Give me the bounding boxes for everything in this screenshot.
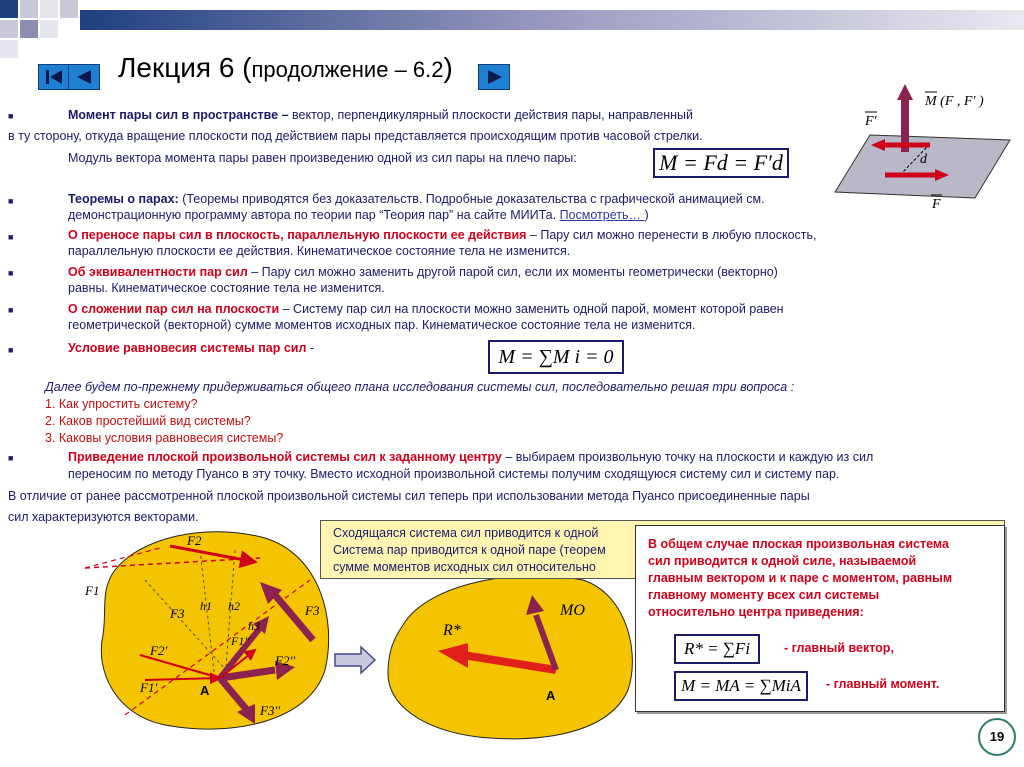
next-slide-button[interactable]	[478, 64, 510, 90]
label-point-a: A	[200, 683, 210, 698]
general-line5: относительно центра приведения:	[648, 605, 864, 619]
moment-label: M (F , F′ )	[925, 94, 984, 109]
label-h2: h2	[228, 599, 240, 613]
paragraph-transfer: О переносе пары сил в плоскость, параллельную плоскости ее действия – Пару сил можно перенести в любую плоскость,	[68, 228, 817, 242]
f-label: F	[932, 197, 941, 212]
paragraph-moment-line3: Модуль вектора момента пары равен произведению одной из сил пары на плечо пары:	[68, 151, 577, 165]
convergent-line2: Система пар приводится к одной паре (теорем	[333, 543, 606, 557]
label-f1: F1	[85, 583, 100, 598]
paragraph-difference: В отличие от ранее рассмотренной плоской произвольной системы сил теперь при использовании метода Пуансо присоединенные пары	[8, 489, 810, 503]
first-slide-icon	[39, 65, 69, 89]
label-h3: h3	[248, 619, 260, 633]
paragraph-moment-line2: в ту сторону, откуда вращение плоскости под действием пары представляется происходящим против часовой стрелки.	[8, 129, 703, 143]
paragraph-reduction: Приведение плоской произвольной системы сил к заданному центру – выбираем произвольную точку на плоскости и каждую из сил	[68, 450, 874, 464]
paragraph-addition: О сложении пар сил на плоскости – Систему пар сил на плоскости можно заменить одной парой, момент которой равен	[68, 302, 784, 316]
left-body-diagram	[85, 520, 345, 745]
bullet: ■	[8, 111, 14, 121]
corner-square	[40, 20, 58, 38]
corner-square	[0, 0, 18, 18]
paragraph-theorems-line2: демонстрационную программу автора по теории пар “Теория пар” на сайте МИИТа. Посмотреть… )	[68, 208, 649, 222]
bullet: ■	[8, 196, 14, 206]
label-main-moment: - главный момент.	[826, 677, 940, 691]
paragraph-equivalence-line2: равны. Кинематическое состояние тела не изменится.	[68, 281, 385, 295]
label-f2: F2	[187, 533, 202, 548]
right-body-diagram	[378, 565, 640, 745]
formula-main-vector: R* = ∑Fi	[674, 634, 760, 664]
bullet: ■	[8, 268, 14, 278]
general-line1: В общем случае плоская произвольная система	[648, 537, 949, 551]
general-line3: главным вектором и к паре с моментом, равным	[648, 571, 953, 585]
corner-square	[0, 40, 18, 58]
general-case-box	[635, 525, 1005, 712]
corner-square	[40, 0, 58, 18]
next-arrow-icon	[479, 65, 509, 89]
paragraph-theorems: Теоремы о парах: (Теоремы приводятся без доказательств. Подробные доказательства с графической анимацией см.	[68, 192, 765, 206]
paragraph-difference-line2: сил характеризуются векторами.	[8, 510, 199, 524]
view-link[interactable]: Посмотреть…	[559, 208, 645, 222]
label-r-star: R*	[443, 622, 461, 639]
formula-equilibrium: M = ∑M i = 0	[488, 340, 624, 374]
paragraph-moment-definition: Момент пары сил в пространстве – вектор, перпендикулярный плоскости действия пары, направленный	[68, 108, 694, 122]
d-label: d	[920, 152, 927, 167]
label-point-a-right: A	[546, 688, 556, 703]
label-f1-prime: F1'	[140, 680, 158, 695]
label-f2-prime: F2'	[150, 643, 168, 658]
convergent-line3: сумме моментов исходных сил относительно	[333, 560, 596, 574]
fprime-label: F′	[865, 114, 877, 129]
label-h1: h1	[200, 599, 212, 613]
page-number: 19	[978, 718, 1016, 756]
label-mo: MO	[560, 602, 585, 619]
label-main-vector: - главный вектор,	[784, 641, 894, 655]
label-f1-double: F1''	[231, 634, 250, 648]
question-1: 1. Как упростить систему?	[45, 397, 198, 411]
paragraph-equilibrium: Условие равновесия системы пар сил -	[68, 341, 315, 355]
formula-moment: M = Fd = F′d	[653, 148, 789, 178]
transition-arrow-icon	[333, 645, 378, 675]
bullet: ■	[8, 345, 14, 355]
paragraph-reduction-line2: переносим по методу Пуансо в эту точку. Вместо исходной произвольной системы получим сходящуюся систему сил и систему пар.	[68, 467, 840, 481]
corner-square	[20, 20, 38, 38]
convergent-line1: Сходящаяся система сил приводится к одной	[333, 526, 599, 540]
corner-square	[60, 0, 78, 18]
paragraph-addition-line2: геометрической (векторной) сумме моментов исходных пар. Кинематическое состояние тела не изменится.	[68, 318, 696, 332]
slide-title: Лекция 6 (продолжение – 6.2)	[118, 52, 453, 83]
header-bar	[80, 10, 1024, 30]
prev-slide-button[interactable]	[68, 64, 100, 90]
label-f3: F3	[305, 603, 320, 618]
paragraph-transfer-line2: параллельную плоскости ее действия. Кинематическое состояние тела не изменится.	[68, 244, 571, 258]
corner-square	[0, 20, 18, 38]
first-slide-button[interactable]	[38, 64, 70, 90]
bullet: ■	[8, 305, 14, 315]
general-line4: главному моменту всех сил системы	[648, 588, 880, 602]
prev-arrow-icon	[69, 65, 99, 89]
label-f3-double: F3''	[260, 703, 281, 718]
bullet: ■	[8, 453, 14, 463]
corner-square	[20, 0, 38, 18]
question-3: 3. Каковы условия равновесия системы?	[45, 431, 284, 445]
general-line2: сил приводится к одной силе, называемой	[648, 554, 917, 568]
plan-intro: Далее будем по-прежнему придерживаться общего плана исследования системы сил, последовательно решая три вопроса :	[45, 380, 795, 394]
formula-main-moment: M = MA = ∑MiA	[674, 671, 808, 701]
bullet: ■	[8, 232, 14, 242]
label-f2-double: F2''	[275, 653, 296, 668]
question-2: 2. Каков простейший вид системы?	[45, 414, 251, 428]
label-f3-prime: F3	[170, 606, 185, 621]
paragraph-equivalence: Об эквивалентности пар сил – Пару сил можно заменить другой парой сил, если их моменты геометрически (векторно)	[68, 265, 778, 279]
